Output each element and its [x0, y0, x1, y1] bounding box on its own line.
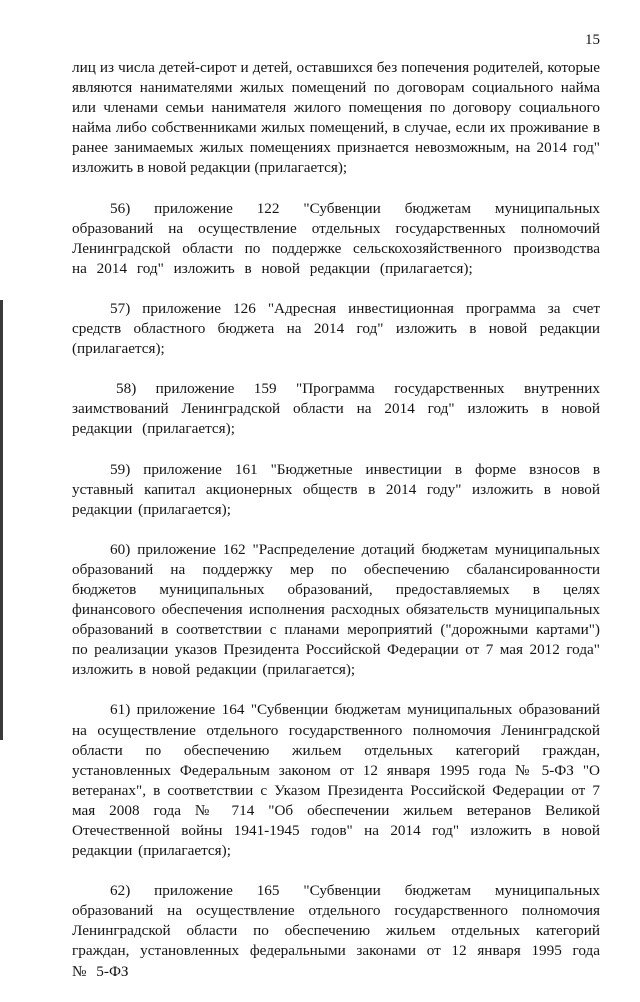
paragraph-continuation: лиц из числа детей-сирот и детей, оставшихся без попечения родителей, которые являются нанимателями жилых помещений по договорам социального найма или членами семьи нанимателя жилого помещения по договору социального найма либо собственниками жилых помещений, в случае, если их проживание в ранее занимаемых жилых помещениях признается невозможным, на 2014 год" изложить в новой редакции (прилагается);: [72, 59, 600, 177]
paragraph-item-56: 56) приложение 122 "Субвенции бюджетам муниципальных образований на осуществление отдельных государственных полномочий Ленинградской области по поддержке сельскохозяйственного производства на 2014 год" изложить в новой редакции (прилагается);: [72, 199, 600, 277]
paragraph-item-61: 61) приложение 164 "Субвенции бюджетам муниципальных образований на осуществление отдельного государственного полномочия Ленинградской области по обеспечению жильем отдельных категорий граждан, установленных Федеральным законом от 12 января 1995 года № 5-ФЗ "О ветеранах", в соответствии с Указом Президента Российской Федерации от 7 мая 2008 года № 714 "Об обеспечении жильем ветеранов Великой Отечественной войны 1941-1945 годов" на 2014 год" изложить в новой редакции (прилагается);: [72, 701, 600, 860]
page-number: 15: [585, 32, 600, 48]
paragraph-item-62: 62) приложение 165 "Субвенции бюджетам муниципальных образований на осуществление отдельного государственного полномочия Ленинградской области по обеспечению жильем отдельных категорий граждан, установленных федеральными законами от 12 января 1995 года № 5-ФЗ: [72, 882, 600, 980]
paragraph-item-60: 60) приложение 162 "Распределение дотаций бюджетам муниципальных образований на поддержку мер по обеспечению сбалансированности бюджетов муниципальных образований, предоставляемых в целях финансового обеспечения исполнения расходных обязательств муниципальных образований в соответствии с планами мероприятий ("дорожными картами") по реализации указов Президента Российской Федерации от 7 мая 2012 года" изложить в новой редакции (прилагается);: [72, 540, 600, 679]
scan-edge-mark: [0, 300, 3, 740]
paragraph-item-58: 58) приложение 159 "Программа государственных внутренних заимствований Ленинградской области на 2014 год" изложить в новой редакции (прилагается);: [72, 380, 600, 438]
document-body: [72, 58, 600, 1002]
paragraph-item-59: 59) приложение 161 "Бюджетные инвестиции в форме взносов в уставный капитал акционерных обществ в 2014 году" изложить в новой редакции (прилагается);: [72, 460, 600, 518]
paragraph-item-57: 57) приложение 126 "Адресная инвестиционная программа за счет средств областного бюджета на 2014 год" изложить в новой редакции (прилагается);: [72, 299, 600, 358]
